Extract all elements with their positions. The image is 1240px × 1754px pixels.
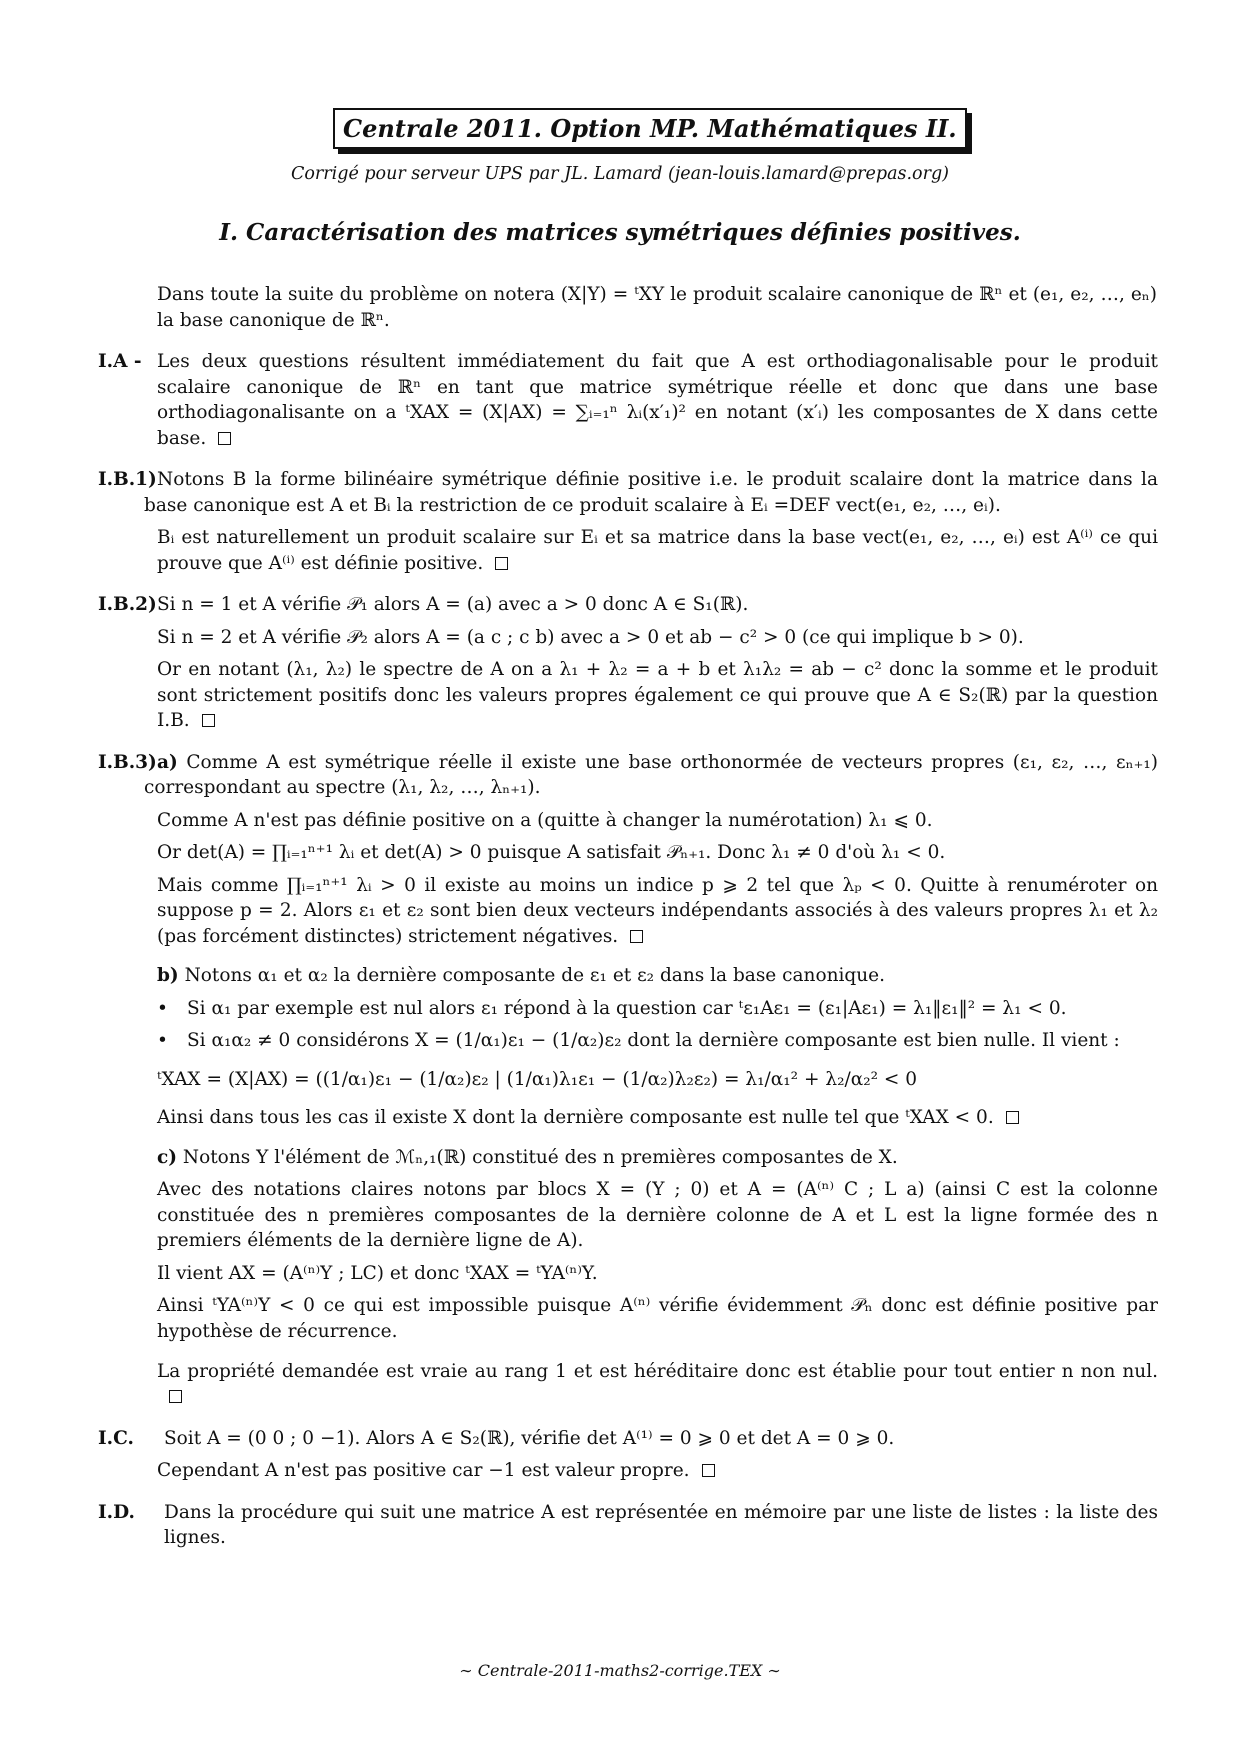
- question-text: Cependant A n'est pas positive car −1 est valeur propre.: [157, 1458, 1158, 1484]
- intro-paragraph: Dans toute la suite du problème on notera (X|Y) = ᵗXY le produit scalaire canonique de ℝⁿ et (e₁, e₂, …, eₙ) la base canonique de ℝⁿ.: [157, 284, 1157, 331]
- qed-box-icon: [202, 714, 215, 727]
- question-text: Bᵢ est naturellement un produit scalaire sur Eᵢ et sa matrice dans la base vect(e₁, e₂, …, eᵢ) est A⁽ⁱ⁾ ce qui prouve que A⁽ⁱ⁾ est définie positive.: [157, 527, 1158, 574]
- question-label: I.B.1): [98, 469, 157, 491]
- question-IC: [98, 1426, 1158, 1484]
- author-byline: Corrigé pour serveur UPS par JL. Lamard (jean-louis.lamard@prepas.org): [290, 164, 949, 184]
- question-text: Ainsi dans tous les cas il existe X dont la dernière composante est nulle tel que ᵗXAX < 0.: [157, 1105, 1158, 1131]
- question-text: Dans la procédure qui suit une matrice A est représentée en mémoire par une liste de listes : la liste des lignes.: [164, 1501, 1158, 1549]
- document-title: Centrale 2011. Option MP. Mathématiques II.: [333, 108, 967, 149]
- qed-box-icon: [702, 1464, 715, 1477]
- question-label: I.B.2): [98, 594, 157, 616]
- qed-box-icon: [495, 557, 508, 570]
- qed-box-icon: [1006, 1111, 1019, 1124]
- question-IB3: [98, 750, 1158, 1410]
- page-footer: ∼ Centrale-2011-maths2-corrige.TEX ∼: [459, 1661, 781, 1680]
- question-text: Si n = 2 et A vérifie 𝒫₂ alors A = (a c ; c b) avec a > 0 et ab − c² > 0 (ce qui implique b > 0).: [157, 626, 1024, 648]
- question-text: Avec des notations claires notons par blocs X = (Y ; 0) et A = (A⁽ⁿ⁾ C ; L a) (ainsi C est la colonne constituée des n premières composantes de la dernière colonne de A et L est la ligne formée des n premiers éléments de la dernière ligne de A).: [157, 1179, 1158, 1252]
- question-text: Notons B la forme bilinéaire symétrique définie positive i.e. le produit scalaire dont la matrice dans la base canonique est A et Bᵢ la restriction de ce produit scalaire à Eᵢ =DEF vect(e₁, e₂, …, eᵢ).: [144, 469, 1158, 516]
- question-IA: [98, 349, 1158, 451]
- section-title: I. Caractérisation des matrices symétriques définies positives.: [219, 219, 1021, 246]
- question-text: b) Notons α₁ et α₂ la dernière composante de ε₁ et ε₂ dans la base canonique.: [157, 965, 886, 987]
- question-IB2: [98, 592, 1158, 734]
- question-text: a) Comme A est symétrique réelle il existe une base orthonormée de vecteurs propres (ε₁, ε₂, …, εₙ₊₁) correspondant au spectre (λ₁, λ₂, …, λₙ₊₁).: [144, 751, 1158, 799]
- question-label: I.D.: [98, 1501, 135, 1523]
- question-label: I.A -: [98, 351, 142, 372]
- qed-box-icon: [630, 930, 643, 943]
- question-text: Or det(A) = ∏ᵢ₌₁ⁿ⁺¹ λᵢ et det(A) > 0 puisque A satisfait 𝒫ₙ₊₁. Donc λ₁ ≠ 0 d'où λ₁ < 0.: [157, 842, 946, 864]
- question-text: La propriété demandée est vraie au rang 1 et est héréditaire donc est établie pour tout entier n non nul.: [157, 1359, 1158, 1410]
- question-ID: [98, 1500, 1158, 1551]
- qed-box-icon: [218, 432, 231, 445]
- question-label: I.B.3): [98, 751, 157, 773]
- list-item: • Si α₁ par exemple est nul alors ε₁ répond à la question car ᵗε₁Aε₁ = (ε₁|Aε₁) = λ₁‖ε₁‖² = λ₁ < 0.: [157, 997, 1067, 1019]
- question-text: Si n = 1 et A vérifie 𝒫₁ alors A = (a) avec a > 0 donc A ∈ S₁(ℝ).: [157, 594, 749, 616]
- list-item: • Si α₁α₂ ≠ 0 considérons X = (1/α₁)ε₁ − (1/α₂)ε₂ dont la dernière composante est bien nulle. Il vient :: [157, 1030, 1120, 1052]
- qed-box-icon: [169, 1390, 182, 1403]
- question-label: I.C.: [98, 1427, 134, 1449]
- document-body: [98, 349, 1158, 1567]
- question-text: Or en notant (λ₁, λ₂) le spectre de A on a λ₁ + λ₂ = a + b et λ₁λ₂ = ab − c² donc la somme et le produit sont strictement positifs donc les valeurs propres également ce qui prouve que A ∈ S₂(ℝ) par la question I.B.: [157, 659, 1158, 732]
- question-text: Il vient AX = (A⁽ⁿ⁾Y ; LC) et donc ᵗXAX = ᵗYA⁽ⁿ⁾Y.: [157, 1262, 598, 1284]
- question-text: c) Notons Y l'élément de ℳₙ,₁(ℝ) constitué des n premières composantes de X.: [157, 1146, 898, 1168]
- equation: ᵗXAX = (X|AX) = ((1/α₁)ε₁ − (1/α₂)ε₂ | (1/α₁)λ₁ε₁ − (1/α₂)λ₂ε₂) = λ₁/α₁² + λ₂/α₂² < 0: [157, 1068, 918, 1090]
- question-IB1: [98, 467, 1158, 576]
- question-text: Comme A n'est pas définie positive on a (quitte à changer la numérotation) λ₁ ⩽ 0.: [157, 809, 933, 831]
- question-text: Ainsi ᵗYA⁽ⁿ⁾Y < 0 ce qui est impossible puisque A⁽ⁿ⁾ vérifie évidemment 𝒫ₙ donc est définie positive par hypothèse de récurrence.: [157, 1295, 1158, 1342]
- question-text: Soit A = (0 0 ; 0 −1). Alors A ∈ S₂(ℝ), vérifie det A⁽¹⁾ = 0 ⩾ 0 et det A = 0 ⩾ 0.: [164, 1427, 895, 1449]
- question-text: Les deux questions résultent immédiatement du fait que A est orthodiagonalisable pour le produit scalaire canonique de ℝⁿ en tant que matrice symétrique réelle et donc que dans une base orthodiagonalisante on a ᵗXAX = (X|AX) = ∑ᵢ₌₁ⁿ λᵢ(x′₁)² en notant (x′ᵢ) les composantes de X dans cette base.: [157, 351, 1158, 449]
- question-text: Mais comme ∏ᵢ₌₁ⁿ⁺¹ λᵢ > 0 il existe au moins un indice p ⩾ 2 tel que λₚ < 0. Quitte à renuméroter on suppose p = 2. Alors ε₁ et ε₂ sont bien deux vecteurs indépendants associés à des valeurs propres λ₁ et λ₂ (pas forcément distinctes) strictement négatives.: [157, 874, 1158, 947]
